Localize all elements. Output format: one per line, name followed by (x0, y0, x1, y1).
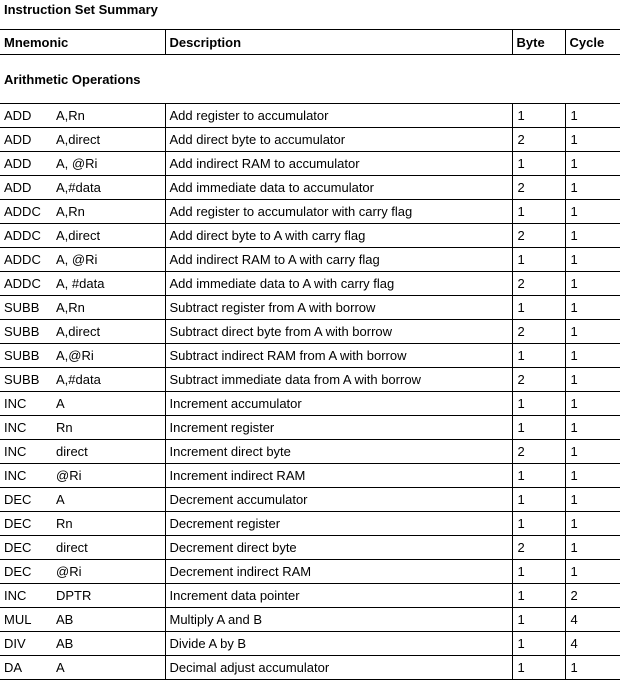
cell-byte: 2 (512, 440, 565, 464)
operand-text: A (56, 659, 65, 675)
table-row (0, 464, 620, 488)
mnemonic-text: DIV (4, 635, 26, 651)
table-body (0, 55, 620, 680)
cell-description: Increment accumulator (165, 392, 512, 416)
section-title: Arithmetic Operations (0, 55, 620, 104)
cell-mnemonic (0, 368, 165, 392)
table-row (0, 104, 620, 128)
cell-description: Subtract immediate data from A with borrow (165, 368, 512, 392)
cell-mnemonic (0, 272, 165, 296)
cell-byte: 2 (512, 224, 565, 248)
mnemonic-text: ADDC (4, 227, 41, 243)
cell-description: Add direct byte to accumulator (165, 128, 512, 152)
cell-cycle: 1 (565, 488, 620, 512)
cell-byte: 1 (512, 104, 565, 128)
cell-description: Subtract direct byte from A with borrow (165, 320, 512, 344)
cell-byte: 1 (512, 656, 565, 680)
mnemonic-text: SUBB (4, 323, 40, 339)
cell-cycle: 1 (565, 536, 620, 560)
operand-text: A,Rn (56, 107, 85, 123)
table-row (0, 416, 620, 440)
cell-description: Add direct byte to A with carry flag (165, 224, 512, 248)
cell-description: Multiply A and B (165, 608, 512, 632)
table-row (0, 440, 620, 464)
cell-description: Decimal adjust accumulator (165, 656, 512, 680)
table-row (0, 200, 620, 224)
operand-text: A,Rn (56, 299, 85, 315)
operand-text: A (56, 395, 65, 411)
table-row (0, 176, 620, 200)
mnemonic-text: ADD (4, 179, 32, 195)
cell-cycle: 1 (565, 248, 620, 272)
cell-cycle: 1 (565, 416, 620, 440)
cell-cycle: 1 (565, 464, 620, 488)
cell-byte: 2 (512, 536, 565, 560)
operand-text: Rn (56, 515, 73, 531)
cell-mnemonic (0, 224, 165, 248)
operand-text: @Ri (56, 467, 82, 483)
cell-byte: 1 (512, 152, 565, 176)
cell-cycle: 4 (565, 632, 620, 656)
mnemonic-text: DEC (4, 563, 32, 579)
cell-cycle: 1 (565, 320, 620, 344)
table-row (0, 224, 620, 248)
table-row (0, 584, 620, 608)
cell-byte: 2 (512, 368, 565, 392)
mnemonic-text: DEC (4, 515, 32, 531)
cell-byte: 1 (512, 512, 565, 536)
cell-description: Decrement indirect RAM (165, 560, 512, 584)
operand-text: A,direct (56, 323, 101, 339)
cell-byte: 2 (512, 320, 565, 344)
mnemonic-text: ADD (4, 131, 32, 147)
cell-description: Add register to accumulator (165, 104, 512, 128)
cell-byte: 1 (512, 632, 565, 656)
cell-description: Divide A by B (165, 632, 512, 656)
cell-byte: 1 (512, 296, 565, 320)
instruction-table (0, 29, 620, 680)
operand-text: Rn (56, 419, 73, 435)
table-row (0, 296, 620, 320)
mnemonic-text: SUBB (4, 371, 40, 387)
cell-description: Increment indirect RAM (165, 464, 512, 488)
cell-description: Add register to accumulator with carry flag (165, 200, 512, 224)
operand-text: direct (56, 443, 88, 459)
operand-text: AB (56, 611, 74, 627)
cell-byte: 1 (512, 488, 565, 512)
operand-text: A (56, 491, 65, 507)
cell-description: Decrement register (165, 512, 512, 536)
cell-mnemonic (0, 464, 165, 488)
cell-byte: 2 (512, 128, 565, 152)
cell-byte: 1 (512, 416, 565, 440)
table-row (0, 488, 620, 512)
page-title: Instruction Set Summary (4, 2, 158, 17)
cell-mnemonic (0, 176, 165, 200)
operand-text: A,Rn (56, 203, 85, 219)
cell-description: Add immediate data to A with carry flag (165, 272, 512, 296)
cell-byte: 2 (512, 176, 565, 200)
operand-text: @Ri (56, 563, 82, 579)
operand-text: A, @Ri (56, 155, 98, 171)
mnemonic-text: ADD (4, 107, 32, 123)
cell-cycle: 4 (565, 608, 620, 632)
cell-description: Decrement direct byte (165, 536, 512, 560)
cell-description: Subtract indirect RAM from A with borrow (165, 344, 512, 368)
cell-cycle: 1 (565, 296, 620, 320)
operand-text: A,#data (56, 371, 101, 387)
table-row (0, 272, 620, 296)
section-row (0, 55, 620, 104)
table-row (0, 560, 620, 584)
operand-text: A,direct (56, 131, 101, 147)
table-row (0, 320, 620, 344)
table-row (0, 392, 620, 416)
cell-cycle: 1 (565, 560, 620, 584)
cell-cycle: 1 (565, 392, 620, 416)
mnemonic-text: SUBB (4, 299, 40, 315)
mnemonic-text: ADDC (4, 275, 41, 291)
mnemonic-text: DEC (4, 491, 32, 507)
mnemonic-text: DA (4, 659, 23, 675)
cell-cycle: 1 (565, 368, 620, 392)
cell-cycle: 1 (565, 128, 620, 152)
cell-byte: 1 (512, 344, 565, 368)
cell-description: Decrement accumulator (165, 488, 512, 512)
cell-byte: 1 (512, 464, 565, 488)
cell-mnemonic (0, 656, 165, 680)
table-row (0, 344, 620, 368)
table-row (0, 368, 620, 392)
mnemonic-text: SUBB (4, 347, 40, 363)
cell-mnemonic (0, 440, 165, 464)
table-row (0, 632, 620, 656)
cell-byte: 2 (512, 272, 565, 296)
operand-text: A,direct (56, 227, 101, 243)
mnemonic-text: INC (4, 467, 27, 483)
cell-mnemonic (0, 392, 165, 416)
mnemonic-text: ADD (4, 155, 32, 171)
table-row (0, 536, 620, 560)
operand-text: A,#data (56, 179, 101, 195)
cell-description: Increment data pointer (165, 584, 512, 608)
cell-cycle: 1 (565, 656, 620, 680)
cell-description: Add indirect RAM to accumulator (165, 152, 512, 176)
cell-cycle: 1 (565, 200, 620, 224)
mnemonic-text: MUL (4, 611, 32, 627)
cell-byte: 1 (512, 560, 565, 584)
cell-mnemonic (0, 320, 165, 344)
cell-cycle: 1 (565, 272, 620, 296)
cell-description: Add immediate data to accumulator (165, 176, 512, 200)
cell-mnemonic (0, 104, 165, 128)
mnemonic-text: INC (4, 587, 27, 603)
operand-text: A,@Ri (56, 347, 94, 363)
cell-mnemonic (0, 560, 165, 584)
table-row (0, 656, 620, 680)
table-row (0, 128, 620, 152)
cell-cycle: 1 (565, 104, 620, 128)
cell-byte: 1 (512, 200, 565, 224)
cell-cycle: 1 (565, 344, 620, 368)
cell-description: Increment register (165, 416, 512, 440)
header-description: Description (165, 30, 512, 55)
cell-mnemonic (0, 152, 165, 176)
cell-mnemonic (0, 608, 165, 632)
cell-mnemonic (0, 200, 165, 224)
cell-mnemonic (0, 512, 165, 536)
cell-mnemonic (0, 248, 165, 272)
table-row (0, 608, 620, 632)
mnemonic-text: ADDC (4, 203, 41, 219)
header-cycle: Cycle (565, 30, 620, 55)
operand-text: DPTR (56, 587, 92, 603)
cell-mnemonic (0, 344, 165, 368)
header-byte: Byte (512, 30, 565, 55)
cell-mnemonic (0, 536, 165, 560)
operand-text: AB (56, 635, 74, 651)
mnemonic-text: ADDC (4, 251, 41, 267)
cell-cycle: 1 (565, 152, 620, 176)
cell-mnemonic (0, 416, 165, 440)
table-row (0, 248, 620, 272)
mnemonic-text: INC (4, 443, 27, 459)
operand-text: direct (56, 539, 88, 555)
operand-text: A, #data (56, 275, 105, 291)
cell-byte: 1 (512, 248, 565, 272)
cell-description: Increment direct byte (165, 440, 512, 464)
mnemonic-text: INC (4, 395, 27, 411)
table-row (0, 152, 620, 176)
cell-byte: 1 (512, 584, 565, 608)
mnemonic-text: INC (4, 419, 27, 435)
table-row (0, 512, 620, 536)
header-row (0, 30, 620, 55)
header-mnemonic: Mnemonic (0, 30, 165, 55)
cell-mnemonic (0, 128, 165, 152)
cell-mnemonic (0, 584, 165, 608)
cell-cycle: 1 (565, 176, 620, 200)
cell-cycle: 1 (565, 440, 620, 464)
cell-cycle: 1 (565, 224, 620, 248)
cell-description: Subtract register from A with borrow (165, 296, 512, 320)
cell-mnemonic (0, 296, 165, 320)
cell-byte: 1 (512, 392, 565, 416)
cell-cycle: 1 (565, 512, 620, 536)
cell-byte: 1 (512, 608, 565, 632)
cell-description: Add indirect RAM to A with carry flag (165, 248, 512, 272)
mnemonic-text: DEC (4, 539, 32, 555)
cell-cycle: 2 (565, 584, 620, 608)
cell-mnemonic (0, 488, 165, 512)
operand-text: A, @Ri (56, 251, 98, 267)
cell-mnemonic (0, 632, 165, 656)
